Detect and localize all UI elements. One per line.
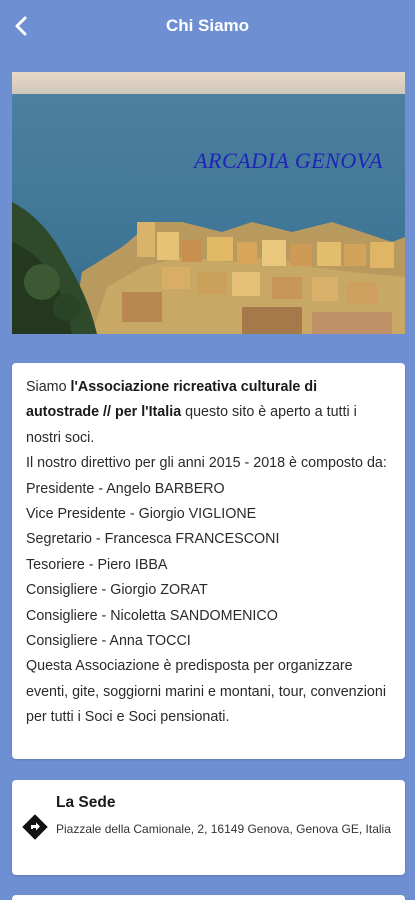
intro-card (12, 363, 405, 759)
sede-title: La Sede (56, 794, 116, 811)
member-line: Presidente - Angelo BARBERO (26, 480, 225, 497)
intro-p2: Il nostro direttivo per gli anni 2015 - 2018 è composto da: (26, 455, 387, 472)
member-line: Consigliere - Nicoletta SANDOMENICO (26, 607, 278, 624)
member-line: Segretario - Francesca FRANCESCONI (26, 531, 280, 548)
hero-image (12, 72, 405, 334)
hero-title-text: ARCADIA GENOVA (194, 148, 383, 173)
back-button[interactable] (8, 12, 36, 40)
next-card (12, 895, 405, 900)
member-line: Consigliere - Anna TOCCI (26, 633, 191, 650)
intro-p3: Questa Associazione è predisposta per organizzare eventi, gite, soggiorni marini e montani, tour, convenzioni per tutti i Soci e Soci pensionati. (26, 658, 387, 726)
intro-p1-bold: l'Associazione ricreativa culturale di autostrade // per l'Italia (26, 379, 318, 421)
intro-p1-pre: Siamo (26, 379, 71, 395)
intro-p1-post: questo sito è aperto a tutti i nostri soci. (26, 404, 357, 446)
chevron-left-icon (12, 15, 32, 37)
app-header (0, 0, 415, 52)
directions-icon[interactable] (22, 814, 48, 840)
sede-address[interactable]: Piazzale della Camionale, 2, 16149 Genova, Genova GE, Italia (56, 822, 391, 836)
member-line: Consigliere - Giorgio ZORAT (26, 582, 208, 599)
sede-card[interactable] (12, 780, 405, 875)
member-line: Vice Presidente - Giorgio VIGLIONE (26, 506, 257, 523)
member-line: Tesoriere - Piero IBBA (26, 556, 168, 573)
intro-text (26, 375, 391, 731)
page-title: Chi Siamo (165, 16, 250, 35)
